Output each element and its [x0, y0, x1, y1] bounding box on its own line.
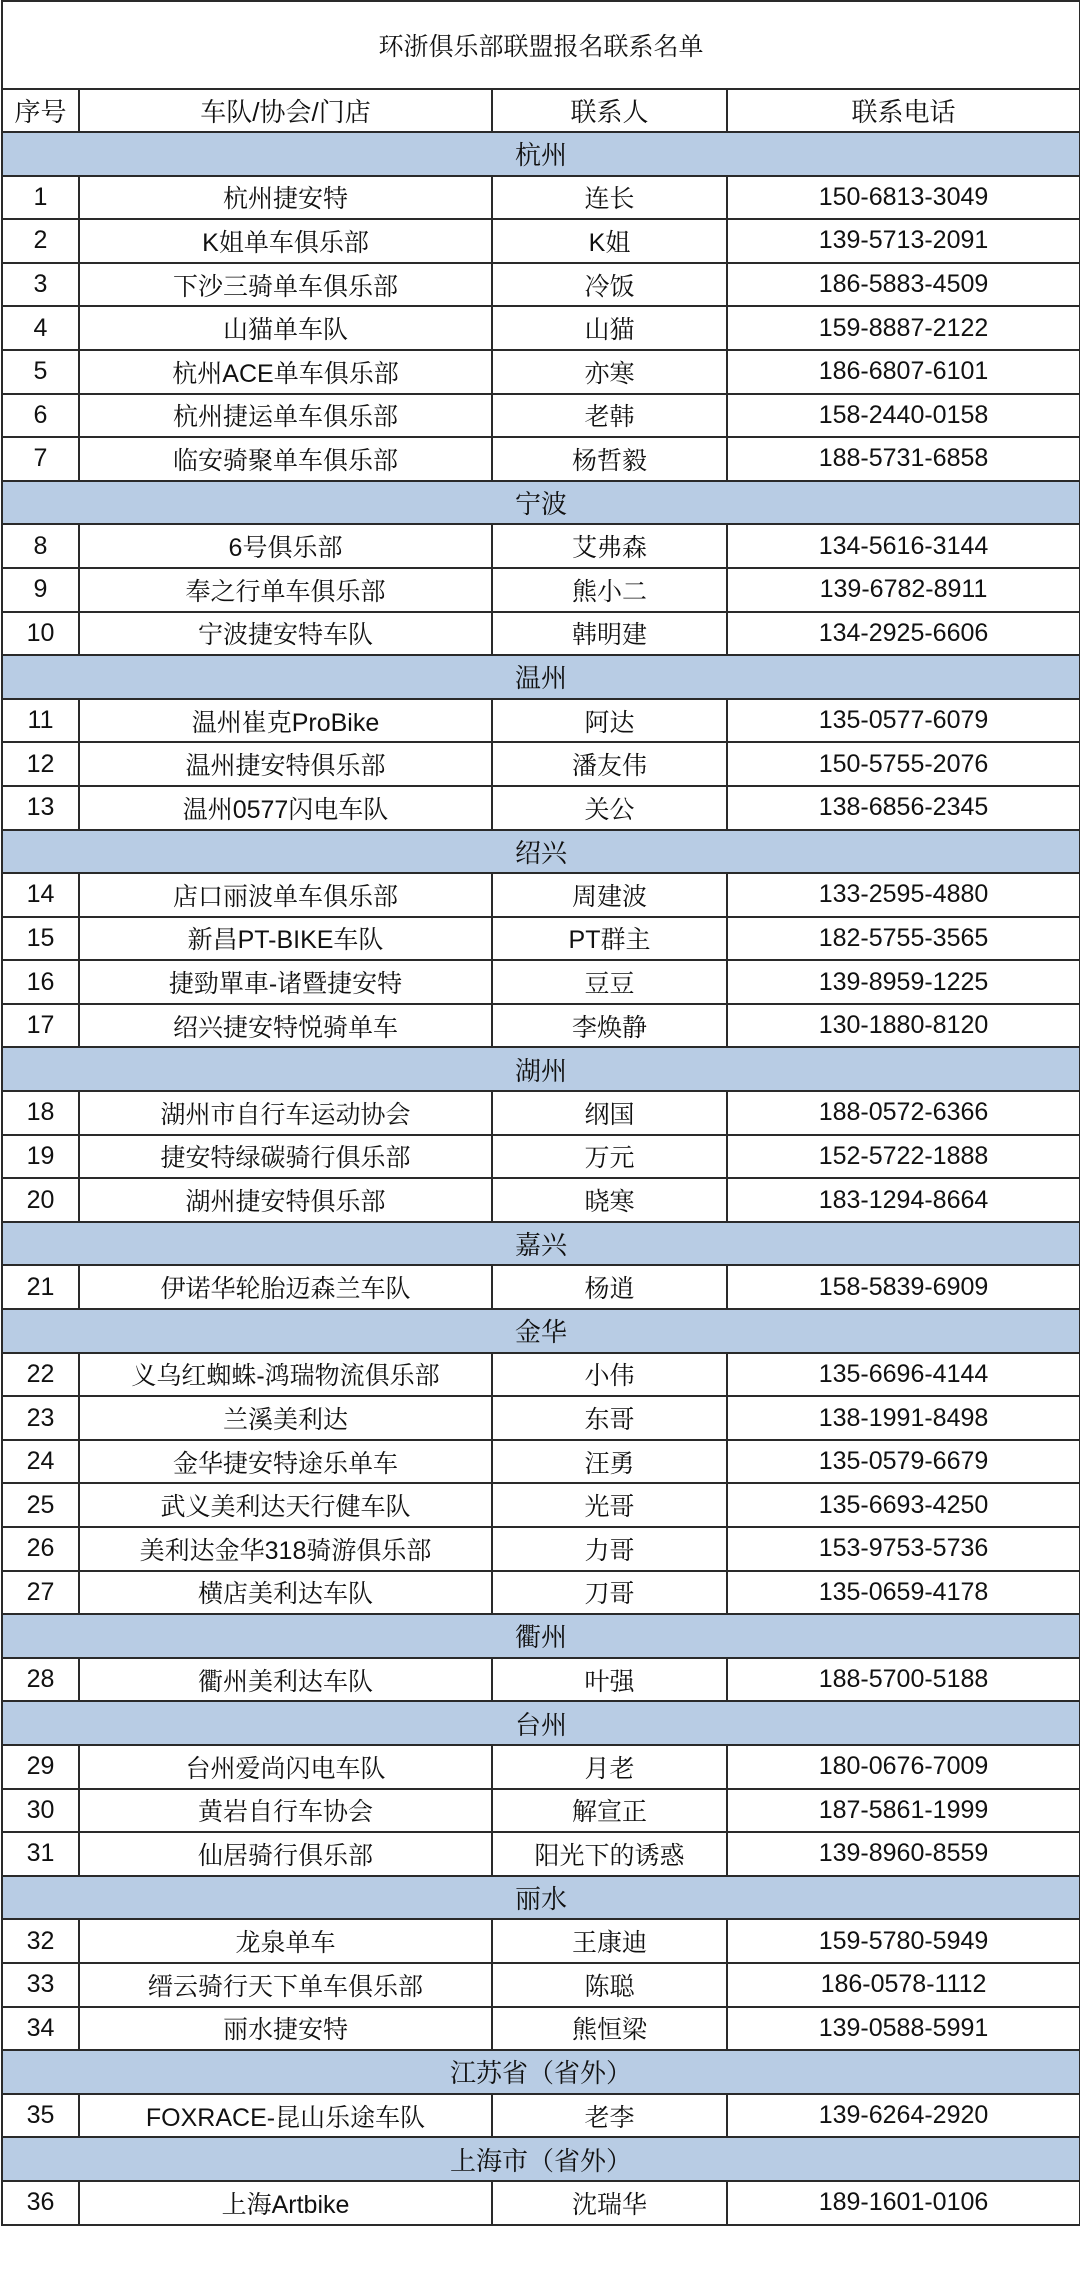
table-row [2, 524, 1080, 568]
cell-phone: 130-1880-8120 [727, 1004, 1080, 1048]
cell-team: 龙泉单车 [79, 1919, 492, 1963]
table-row [2, 873, 1080, 917]
cell-contact: 老韩 [492, 394, 727, 438]
cell-team: 店口丽波单车俱乐部 [79, 873, 492, 917]
cell-no: 17 [2, 1004, 79, 1048]
table-row [2, 2181, 1080, 2225]
table-row [2, 1353, 1080, 1397]
cell-contact: 潘友伟 [492, 742, 727, 786]
cell-phone: 189-1601-0106 [727, 2181, 1080, 2225]
cell-no: 16 [2, 960, 79, 1004]
cell-contact: 山猫 [492, 306, 727, 350]
cell-no: 5 [2, 350, 79, 394]
section-title: 丽水 [2, 1876, 1080, 1920]
section-title: 嘉兴 [2, 1222, 1080, 1266]
cell-team: 温州0577闪电车队 [79, 786, 492, 830]
cell-phone: 153-9753-5736 [727, 1527, 1080, 1571]
table-row [2, 1789, 1080, 1833]
cell-phone: 188-5700-5188 [727, 1658, 1080, 1702]
section-row [2, 1701, 1080, 1745]
cell-team: 湖州市自行车运动协会 [79, 1091, 492, 1135]
cell-contact: 万元 [492, 1135, 727, 1179]
section-title: 宁波 [2, 481, 1080, 525]
header-team: 车队/协会/门店 [79, 89, 492, 132]
cell-team: 杭州捷安特 [79, 176, 492, 220]
table-row [2, 960, 1080, 1004]
cell-contact: 豆豆 [492, 960, 727, 1004]
cell-no: 33 [2, 1963, 79, 2007]
cell-contact: 东哥 [492, 1396, 727, 1440]
header-no: 序号 [2, 89, 79, 132]
cell-team: 丽水捷安特 [79, 2007, 492, 2051]
cell-phone: 158-2440-0158 [727, 394, 1080, 438]
table-title: 环浙俱乐部联盟报名联系名单 [2, 1, 1080, 89]
cell-no: 26 [2, 1527, 79, 1571]
table-row [2, 1919, 1080, 1963]
cell-no: 36 [2, 2181, 79, 2225]
cell-no: 14 [2, 873, 79, 917]
table-row [2, 1004, 1080, 1048]
cell-no: 25 [2, 1483, 79, 1527]
cell-phone: 139-8959-1225 [727, 960, 1080, 1004]
cell-contact: 关公 [492, 786, 727, 830]
title-row [2, 1, 1080, 89]
cell-team: 伊诺华轮胎迈森兰车队 [79, 1265, 492, 1309]
cell-no: 1 [2, 176, 79, 220]
table-row [2, 612, 1080, 656]
cell-contact: 韩明建 [492, 612, 727, 656]
section-row [2, 2050, 1080, 2094]
cell-no: 20 [2, 1178, 79, 1222]
section-row [2, 481, 1080, 525]
cell-team: 兰溪美利达 [79, 1396, 492, 1440]
cell-no: 22 [2, 1353, 79, 1397]
cell-team: 山猫单车队 [79, 306, 492, 350]
cell-no: 13 [2, 786, 79, 830]
section-row [2, 1047, 1080, 1091]
cell-team: 横店美利达车队 [79, 1571, 492, 1615]
cell-contact: 冷饭 [492, 263, 727, 307]
cell-phone: 138-1991-8498 [727, 1396, 1080, 1440]
cell-phone: 188-5731-6858 [727, 437, 1080, 481]
cell-contact: 刀哥 [492, 1571, 727, 1615]
table-row [2, 1178, 1080, 1222]
cell-phone: 135-0659-4178 [727, 1571, 1080, 1615]
header-row [2, 89, 1080, 132]
cell-team: 台州爱尚闪电车队 [79, 1745, 492, 1789]
table-row [2, 306, 1080, 350]
table-row [2, 786, 1080, 830]
cell-phone: 139-5713-2091 [727, 219, 1080, 263]
table-row [2, 1527, 1080, 1571]
table-row [2, 699, 1080, 743]
cell-contact: 王康迪 [492, 1919, 727, 1963]
section-row [2, 132, 1080, 176]
cell-phone: 135-0579-6679 [727, 1440, 1080, 1484]
cell-contact: 解宣正 [492, 1789, 727, 1833]
cell-contact: 阿达 [492, 699, 727, 743]
cell-team: 上海Artbike [79, 2181, 492, 2225]
cell-phone: 158-5839-6909 [727, 1265, 1080, 1309]
cell-contact: 连长 [492, 176, 727, 220]
cell-phone: 180-0676-7009 [727, 1745, 1080, 1789]
table-row [2, 1963, 1080, 2007]
section-title: 金华 [2, 1309, 1080, 1353]
cell-team: K姐单车俱乐部 [79, 219, 492, 263]
cell-no: 27 [2, 1571, 79, 1615]
section-row [2, 655, 1080, 699]
header-phone: 联系电话 [727, 89, 1080, 132]
table-row [2, 568, 1080, 612]
cell-no: 30 [2, 1789, 79, 1833]
header-contact: 联系人 [492, 89, 727, 132]
cell-contact: 亦寒 [492, 350, 727, 394]
cell-team: 缙云骑行天下单车俱乐部 [79, 1963, 492, 2007]
cell-team: 湖州捷安特俱乐部 [79, 1178, 492, 1222]
cell-phone: 139-6264-2920 [727, 2094, 1080, 2138]
cell-team: 捷安特绿碳骑行俱乐部 [79, 1135, 492, 1179]
cell-no: 28 [2, 1658, 79, 1702]
table-row [2, 350, 1080, 394]
cell-contact: 小伟 [492, 1353, 727, 1397]
cell-contact: 熊小二 [492, 568, 727, 612]
cell-phone: 186-6807-6101 [727, 350, 1080, 394]
cell-phone: 139-8960-8559 [727, 1832, 1080, 1876]
section-title: 台州 [2, 1701, 1080, 1745]
cell-no: 34 [2, 2007, 79, 2051]
cell-phone: 150-6813-3049 [727, 176, 1080, 220]
cell-no: 32 [2, 1919, 79, 1963]
cell-contact: 沈瑞华 [492, 2181, 727, 2225]
cell-phone: 186-0578-1112 [727, 1963, 1080, 2007]
table-row [2, 1745, 1080, 1789]
section-row [2, 2137, 1080, 2181]
cell-team: 奉之行单车俱乐部 [79, 568, 492, 612]
section-row [2, 1222, 1080, 1266]
cell-team: 温州崔克ProBike [79, 699, 492, 743]
section-title: 湖州 [2, 1047, 1080, 1091]
cell-phone: 152-5722-1888 [727, 1135, 1080, 1179]
cell-phone: 133-2595-4880 [727, 873, 1080, 917]
section-row [2, 1876, 1080, 1920]
cell-no: 12 [2, 742, 79, 786]
cell-team: 义乌红蜘蛛-鸿瑞物流俱乐部 [79, 1353, 492, 1397]
cell-no: 24 [2, 1440, 79, 1484]
section-title: 绍兴 [2, 830, 1080, 874]
table-row [2, 176, 1080, 220]
cell-phone: 139-0588-5991 [727, 2007, 1080, 2051]
table-row [2, 1135, 1080, 1179]
table-row [2, 1483, 1080, 1527]
section-title: 杭州 [2, 132, 1080, 176]
cell-phone: 150-5755-2076 [727, 742, 1080, 786]
table-row [2, 917, 1080, 961]
cell-no: 18 [2, 1091, 79, 1135]
cell-phone: 134-5616-3144 [727, 524, 1080, 568]
section-row [2, 830, 1080, 874]
table-row [2, 1091, 1080, 1135]
cell-contact: 叶强 [492, 1658, 727, 1702]
table-row [2, 219, 1080, 263]
cell-no: 2 [2, 219, 79, 263]
cell-phone: 135-6696-4144 [727, 1353, 1080, 1397]
cell-team: 武义美利达天行健车队 [79, 1483, 492, 1527]
cell-contact: 月老 [492, 1745, 727, 1789]
cell-no: 15 [2, 917, 79, 961]
cell-team: 温州捷安特俱乐部 [79, 742, 492, 786]
table-row [2, 1832, 1080, 1876]
table-row [2, 1265, 1080, 1309]
cell-team: 衢州美利达车队 [79, 1658, 492, 1702]
cell-team: 捷勁單車-诸暨捷安特 [79, 960, 492, 1004]
cell-phone: 138-6856-2345 [727, 786, 1080, 830]
cell-team: 新昌PT-BIKE车队 [79, 917, 492, 961]
table-row [2, 394, 1080, 438]
cell-phone: 188-0572-6366 [727, 1091, 1080, 1135]
cell-no: 19 [2, 1135, 79, 1179]
section-row [2, 1614, 1080, 1658]
cell-phone: 183-1294-8664 [727, 1178, 1080, 1222]
table-row [2, 1440, 1080, 1484]
cell-phone: 159-8887-2122 [727, 306, 1080, 350]
cell-team: 6号俱乐部 [79, 524, 492, 568]
table-row [2, 2094, 1080, 2138]
section-title: 江苏省（省外） [2, 2050, 1080, 2094]
cell-team: 美利达金华318骑游俱乐部 [79, 1527, 492, 1571]
cell-team: 下沙三骑单车俱乐部 [79, 263, 492, 307]
cell-contact: 陈聪 [492, 1963, 727, 2007]
cell-no: 3 [2, 263, 79, 307]
cell-contact: 阳光下的诱惑 [492, 1832, 727, 1876]
section-title: 上海市（省外） [2, 2137, 1080, 2181]
table-row [2, 1571, 1080, 1615]
cell-contact: 力哥 [492, 1527, 727, 1571]
cell-team: 杭州捷运单车俱乐部 [79, 394, 492, 438]
cell-no: 8 [2, 524, 79, 568]
section-row [2, 1309, 1080, 1353]
table-row [2, 1396, 1080, 1440]
section-title: 温州 [2, 655, 1080, 699]
table-row [2, 437, 1080, 481]
cell-contact: 老李 [492, 2094, 727, 2138]
cell-contact: 李焕静 [492, 1004, 727, 1048]
cell-team: 仙居骑行俱乐部 [79, 1832, 492, 1876]
cell-team: 杭州ACE单车俱乐部 [79, 350, 492, 394]
cell-no: 4 [2, 306, 79, 350]
cell-contact: 杨逍 [492, 1265, 727, 1309]
cell-phone: 135-6693-4250 [727, 1483, 1080, 1527]
cell-contact: 汪勇 [492, 1440, 727, 1484]
contact-list-table [1, 0, 1080, 2226]
cell-phone: 186-5883-4509 [727, 263, 1080, 307]
cell-no: 35 [2, 2094, 79, 2138]
table-row [2, 742, 1080, 786]
cell-contact: K姐 [492, 219, 727, 263]
cell-no: 11 [2, 699, 79, 743]
cell-phone: 139-6782-8911 [727, 568, 1080, 612]
section-title: 衢州 [2, 1614, 1080, 1658]
cell-team: FOXRACE-昆山乐途车队 [79, 2094, 492, 2138]
cell-contact: 艾弗森 [492, 524, 727, 568]
table-row [2, 1658, 1080, 1702]
cell-no: 7 [2, 437, 79, 481]
cell-phone: 182-5755-3565 [727, 917, 1080, 961]
cell-phone: 187-5861-1999 [727, 1789, 1080, 1833]
cell-no: 21 [2, 1265, 79, 1309]
cell-contact: 晓寒 [492, 1178, 727, 1222]
cell-no: 9 [2, 568, 79, 612]
cell-phone: 134-2925-6606 [727, 612, 1080, 656]
table-row [2, 263, 1080, 307]
cell-contact: 熊恒梁 [492, 2007, 727, 2051]
cell-no: 31 [2, 1832, 79, 1876]
cell-team: 金华捷安特途乐单车 [79, 1440, 492, 1484]
cell-no: 23 [2, 1396, 79, 1440]
cell-team: 绍兴捷安特悦骑单车 [79, 1004, 492, 1048]
cell-team: 黄岩自行车协会 [79, 1789, 492, 1833]
table-row [2, 2007, 1080, 2051]
cell-contact: 杨哲毅 [492, 437, 727, 481]
cell-no: 6 [2, 394, 79, 438]
cell-team: 宁波捷安特车队 [79, 612, 492, 656]
cell-phone: 135-0577-6079 [727, 699, 1080, 743]
cell-no: 29 [2, 1745, 79, 1789]
cell-contact: 光哥 [492, 1483, 727, 1527]
cell-phone: 159-5780-5949 [727, 1919, 1080, 1963]
cell-contact: PT群主 [492, 917, 727, 961]
cell-contact: 纲国 [492, 1091, 727, 1135]
cell-team: 临安骑聚单车俱乐部 [79, 437, 492, 481]
cell-contact: 周建波 [492, 873, 727, 917]
cell-no: 10 [2, 612, 79, 656]
